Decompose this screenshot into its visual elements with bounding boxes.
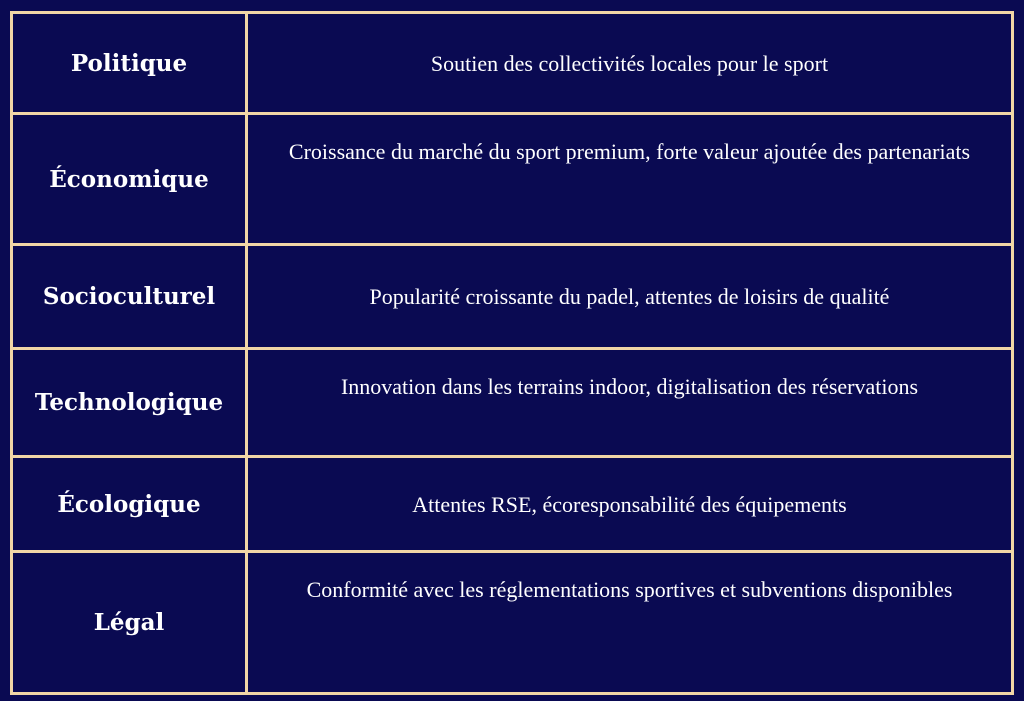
category-cell: Politique (12, 13, 247, 114)
table-row (12, 457, 1013, 552)
category-cell: Écologique (12, 457, 247, 552)
description-cell: Soutien des collectivités locales pour le sport (247, 13, 1013, 114)
category-cell: Légal (12, 552, 247, 694)
description-cell: Innovation dans les terrains indoor, digitalisation des réservations (247, 349, 1013, 457)
description-cell: Attentes RSE, écoresponsabilité des équipements (247, 457, 1013, 552)
pestel-table (10, 11, 1014, 695)
category-cell: Économique (12, 114, 247, 245)
category-cell: Socioculturel (12, 245, 247, 349)
description-cell: Conformité avec les réglementations sportives et subventions disponibles (247, 552, 1013, 694)
table-row (12, 13, 1013, 114)
description-cell: Popularité croissante du padel, attentes de loisirs de qualité (247, 245, 1013, 349)
table-row (12, 114, 1013, 245)
table-row (12, 245, 1013, 349)
category-cell: Technologique (12, 349, 247, 457)
table-row (12, 552, 1013, 694)
description-cell: Croissance du marché du sport premium, forte valeur ajoutée des partenariats (247, 114, 1013, 245)
table-row (12, 349, 1013, 457)
